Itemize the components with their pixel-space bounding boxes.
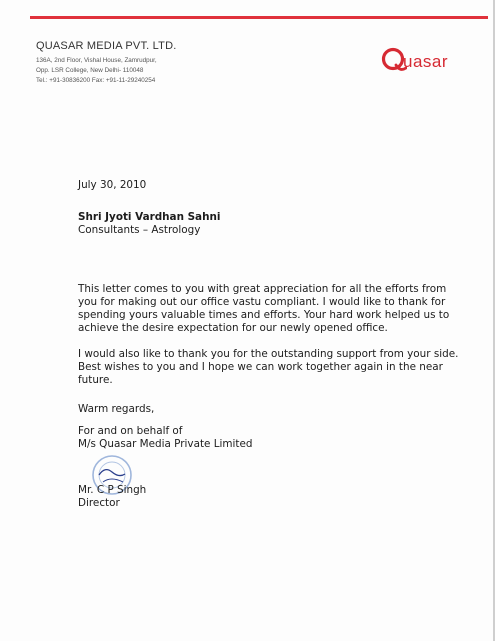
header-rule xyxy=(30,16,488,19)
paragraph-line: achieve the desire expectation for our newly opened office. xyxy=(78,322,388,334)
signatory-name: Mr. C P Singh xyxy=(78,484,147,496)
paragraph-line: This letter comes to you with great appreciation for all the efforts from xyxy=(78,283,447,295)
paragraph-line: spending yours valuable times and efforts. Your hard work helped us to xyxy=(78,309,450,321)
closing-salutation: Warm regards, xyxy=(78,403,155,415)
company-behalf-line: M/s Quasar Media Private Limited xyxy=(78,438,253,450)
signatory-title: Director xyxy=(78,497,120,509)
logo-wordmark: uasar xyxy=(403,52,449,71)
paragraph-line: you for making out our office vastu compliant. I would like to thank for xyxy=(78,296,446,308)
contact-line: Tel.: +91-30836200 Fax: +91-11-29240254 xyxy=(36,77,156,84)
address-line: 136A, 2nd Floor, Vishal House, Zamrudpur, xyxy=(36,57,157,64)
paragraph-line: Best wishes to you and I hope we can work together again in the near xyxy=(78,361,443,373)
address-line: Opp. LSR College, New Delhi- 110048 xyxy=(36,67,144,74)
recipient-title: Consultants – Astrology xyxy=(78,224,201,236)
recipient-name: Shri Jyoti Vardhan Sahni xyxy=(78,211,221,223)
paragraph-line: I would also like to thank you for the outstanding support from your side. xyxy=(78,348,459,360)
quasar-logo xyxy=(381,42,471,78)
paragraph-line: future. xyxy=(78,374,113,386)
behalf-line: For and on behalf of xyxy=(78,425,183,437)
company-name: QUASAR MEDIA PVT. LTD. xyxy=(36,40,177,52)
letter-date: July 30, 2010 xyxy=(78,179,147,191)
